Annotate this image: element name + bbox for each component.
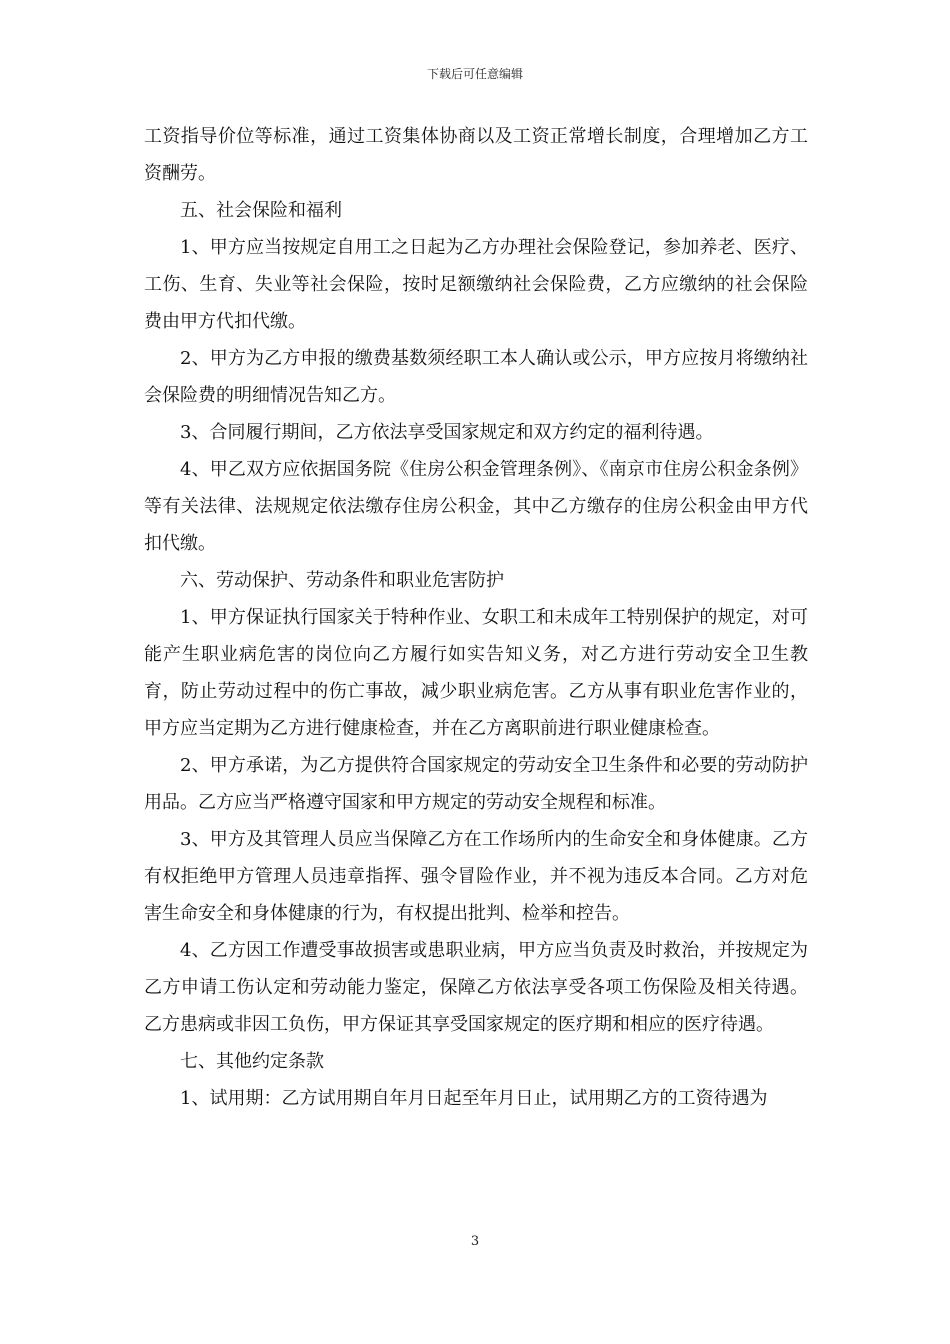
paragraph-other-terms-1: 1、试用期：乙方试用期自年月日起至年月日止，试用期乙方的工资待遇为	[180, 1088, 768, 1109]
paragraph-social-insurance-3: 3、合同履行期间，乙方依法享受国家规定和双方约定的福利待遇。	[180, 422, 714, 443]
section-heading-labor-protection: 六、劳动保护、劳动条件和职业危害防护	[180, 570, 504, 591]
paragraph-labor-protection-1: 1、甲方保证执行国家关于特种作业、女职工和未成年工特别保护的规定，对可能产生职业病危害的岗位向乙方履行如实告知义务，对乙方进行劳动安全卫生教育，防止劳动过程中的伤亡事故，减少职业病危害。乙方从事有职业危害作业的，甲方应当定期为乙方进行健康检查，并在乙方离职前进行职业健康检查。	[144, 607, 808, 739]
paragraph-labor-protection-4: 4、乙方因工作遭受事故损害或患职业病，甲方应当负责及时救治，并按规定为乙方申请工伤认定和劳动能力鉴定，保障乙方依法享受各项工伤保险及相关待遇。乙方患病或非因工负伤，甲方保证其享受国家规定的医疗期和相应的医疗待遇。	[144, 940, 808, 1035]
paragraph-labor-protection-2: 2、甲方承诺，为乙方提供符合国家规定的劳动安全卫生条件和必要的劳动防护用品。乙方应当严格遵守国家和甲方规定的劳动安全规程和标准。	[144, 755, 808, 813]
page-header: 下载后可任意编辑	[426, 67, 523, 81]
section-heading-social-insurance: 五、社会保险和福利	[180, 200, 342, 221]
document-body	[144, 118, 808, 1117]
page-number: 3	[470, 1234, 480, 1249]
section-heading-other-terms: 七、其他约定条款	[180, 1051, 324, 1072]
paragraph-social-insurance-2: 2、甲方为乙方申报的缴费基数须经职工本人确认或公示，甲方应按月将缴纳社会保险费的明细情况告知乙方。	[144, 348, 808, 406]
paragraph-social-insurance-4: 4、甲乙双方应依据国务院《住房公积金管理条例》、《南京市住房公积金条例》等有关法律、法规规定依法缴存住房公积金，其中乙方缴存的住房公积金由甲方代扣代缴。	[144, 459, 808, 554]
paragraph-labor-protection-3: 3、甲方及其管理人员应当保障乙方在工作场所内的生命安全和身体健康。乙方有权拒绝甲方管理人员违章指挥、强令冒险作业，并不视为违反本合同。乙方对危害生命安全和身体健康的行为，有权提出批判、检举和控告。	[144, 829, 808, 924]
paragraph-wage-continuation: 工资指导价位等标准，通过工资集体协商以及工资正常增长制度，合理增加乙方工资酬劳。	[144, 126, 808, 184]
paragraph-social-insurance-1: 1、甲方应当按规定自用工之日起为乙方办理社会保险登记，参加养老、医疗、工伤、生育、失业等社会保险，按时足额缴纳社会保险费，乙方应缴纳的社会保险费由甲方代扣代缴。	[144, 237, 808, 332]
